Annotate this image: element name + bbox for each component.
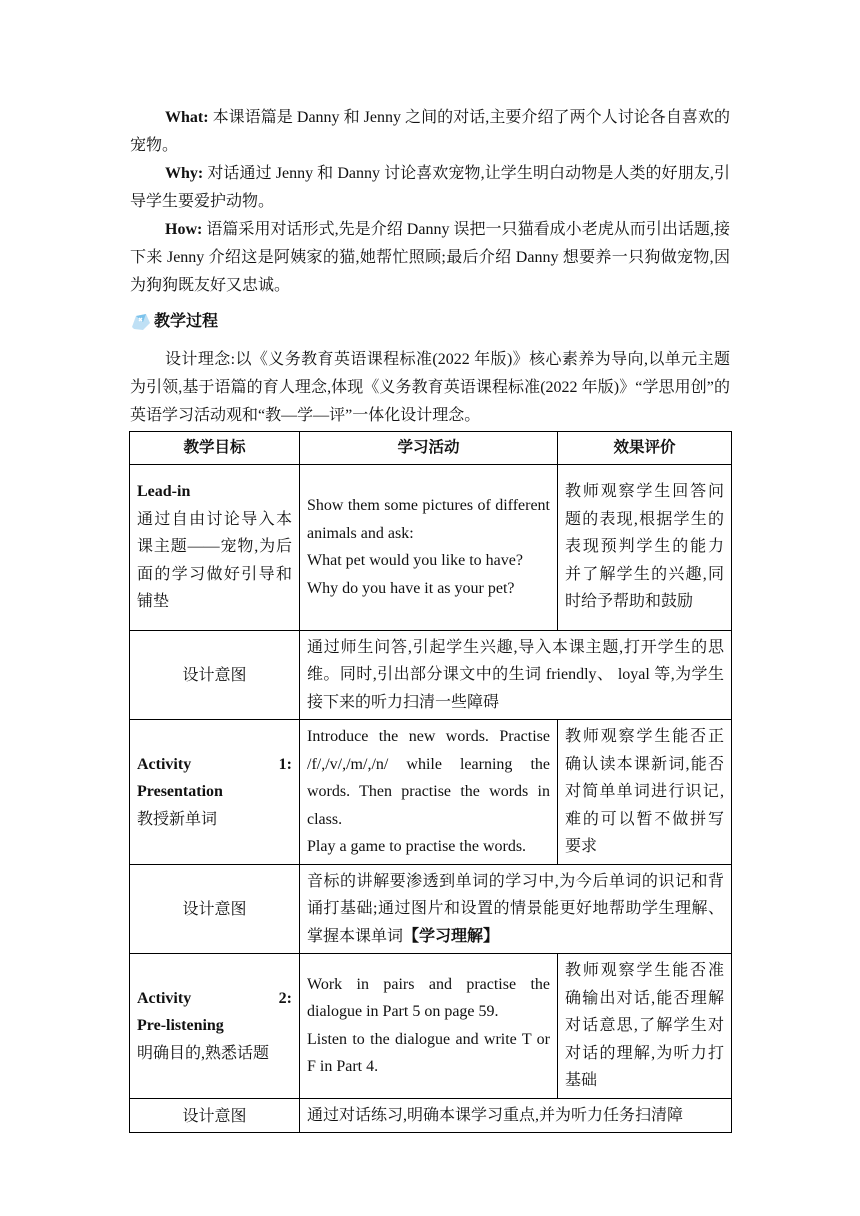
intent-label: 设计意图 [130, 630, 300, 720]
activity-line: Why do you have it as your pet? [307, 579, 515, 597]
activity-line: Play a game to practise the words. [307, 838, 527, 855]
what-text: 本课语篇是 Danny 和 Jenny 之间的对话,主要介绍了两个人讨论各自喜欢的宠物。 [130, 109, 730, 154]
activity-cell [300, 464, 558, 630]
intent-row [130, 1098, 732, 1133]
activity-line: Show them some pictures of different animals and ask: [307, 497, 550, 542]
intent-text: 通过师生问答,引起学生兴趣,导入本课主题,打开学生的思维。同时,引出部分课文中的生词 friendly、 loyal 等,为学生接下来的听力扫清一些障碍 [300, 630, 732, 720]
lesson-table [129, 431, 732, 1133]
intent-text: 音标的讲解要渗透到单词的学习中,为今后单词的识记和背诵打基础;通过图片和设置的情景能更好地帮助学生理解、掌握本课单词【学习理解】 [300, 864, 732, 954]
why-text: 对话通过 Jenny 和 Danny 讨论喜欢宠物,让学生明白动物是人类的好朋友,引导学生要爱护动物。 [130, 165, 730, 210]
what-label: What: [165, 109, 209, 126]
activity-cell [300, 720, 558, 865]
evaluation-cell: 教师观察学生能否准确输出对话,能否理解对话意思,了解学生对对话的理解,为听力打基础 [558, 954, 732, 1099]
header-evaluation: 效果评价 [558, 432, 732, 465]
how-paragraph [130, 216, 730, 300]
activity-line: What pet would you like to have? [307, 552, 523, 569]
goal-subtitle: Pre-listening [137, 1017, 224, 1034]
design-concept: 设计理念:以《义务教育英语课程标准(2022 年版)》核心素养为导向,以单元主题为引领,基于语篇的育人理念,体现《义务教育英语课程标准(2022 年版)》“学思用创”的英语学习活动观和“教—学—评”一体化设计理念。 [130, 351, 730, 424]
intent-row [130, 630, 732, 720]
table-row [130, 464, 732, 630]
goal-cell [130, 464, 300, 630]
section-heading [130, 307, 218, 335]
how-label: How: [165, 221, 203, 238]
evaluation-cell: 教师观察学生回答问题的表现,根据学生的表现预判学生的能力并了解学生的兴趣,同时给予帮助和鼓励 [558, 464, 732, 630]
activity-line: Work in pairs and practise the dialogue in Part 5 on page 59. [307, 975, 550, 1021]
section-bullet-icon [130, 312, 152, 330]
intent-row [130, 864, 732, 954]
why-paragraph [130, 160, 730, 216]
table-row [130, 954, 732, 1099]
goal-cell [130, 954, 300, 1099]
why-label: Why: [165, 165, 204, 182]
goal-title: Activity 2: [137, 989, 292, 1007]
goal-title: Activity 1: [137, 755, 292, 773]
header-goal: 教学目标 [130, 432, 300, 465]
intent-label: 设计意图 [130, 864, 300, 954]
activity-line: Listen to the dialogue and write T or F in Part 4. [307, 1030, 550, 1076]
goal-cell [130, 720, 300, 865]
goal-subtitle: Presentation [137, 783, 223, 800]
table-row [130, 720, 732, 865]
activity-line: Introduce the new words. Practise /f/,/v/,/m/,/n/ while learning the words. Then practise the words in class. [307, 728, 550, 828]
goal-description: 教授新单词 [137, 810, 218, 828]
goal-description: 明确目的,熟悉话题 [137, 1044, 270, 1062]
how-text: 语篇采用对话形式,先是介绍 Danny 误把一只猫看成小老虎从而引出话题,接下来 Jenny 介绍这是阿姨家的猫,她帮忙照顾;最后介绍 Danny 想要养一只狗做宠物,因为狗狗既友好又忠诚。 [130, 221, 730, 294]
intent-label: 设计意图 [130, 1098, 300, 1133]
table-header-row [130, 432, 732, 465]
intent-text: 通过对话练习,明确本课学习重点,并为听力任务扫清障 [300, 1098, 732, 1133]
header-activity: 学习活动 [300, 432, 558, 465]
section-title: 教学过程 [154, 311, 219, 330]
what-paragraph [130, 104, 730, 160]
goal-title: Lead-in [137, 483, 191, 501]
goal-description: 通过自由讨论导入本课主题——宠物,为后面的学习做好引导和铺垫 [137, 510, 292, 611]
activity-cell [300, 954, 558, 1099]
intent-tag: 【学习理解】 [403, 927, 500, 945]
evaluation-cell: 教师观察学生能否正确认读本课新词,能否对简单单词进行识记,难的可以暂不做拼写要求 [558, 720, 732, 865]
